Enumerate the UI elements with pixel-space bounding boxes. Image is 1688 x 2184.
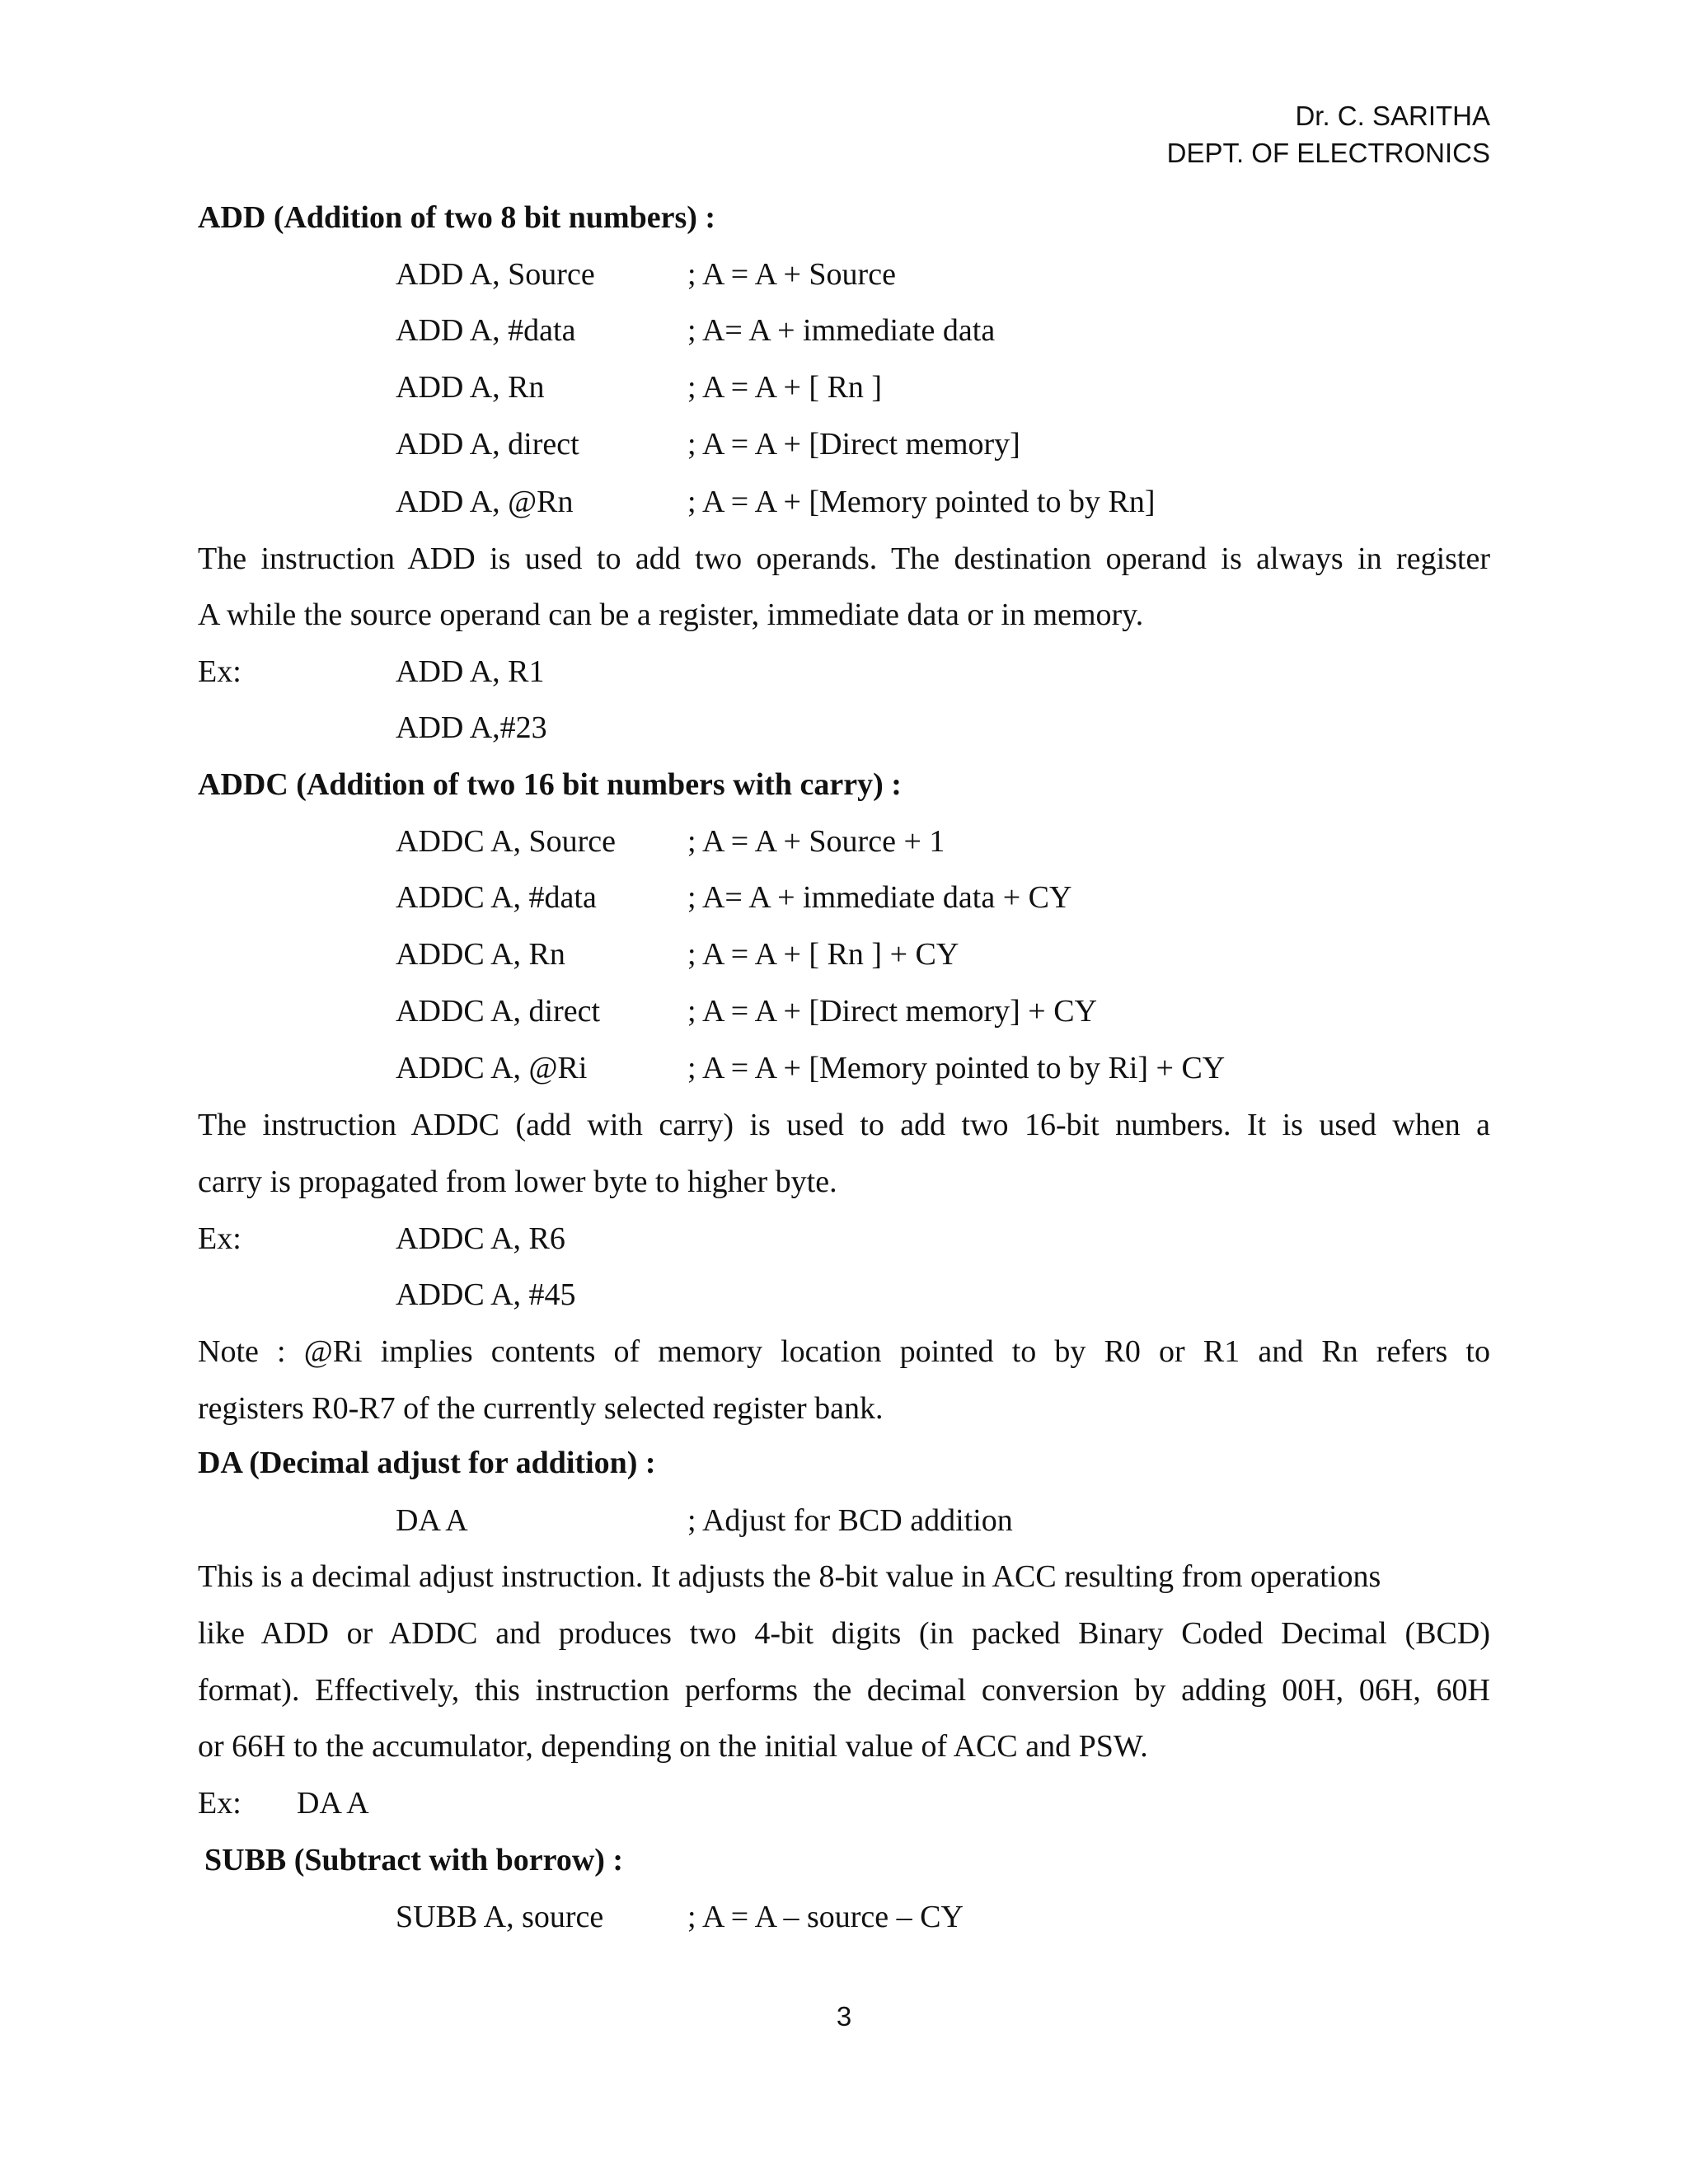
subb-desc: ; A = A – source – CY	[687, 1900, 964, 1934]
add-instr-2: ADD A, #data	[396, 313, 576, 348]
da-paragraph-line-4: or 66H to the accumulator, depending on the initial value of ACC and PSW.	[198, 1729, 1148, 1764]
addc-desc-4: ; A = A + [Direct memory] + CY	[687, 994, 1098, 1029]
da-desc: ; Adjust for BCD addition	[687, 1503, 1013, 1538]
add-instr-4: ADD A, direct	[396, 427, 579, 462]
add-heading: ADD (Addition of two 8 bit numbers) :	[198, 200, 716, 235]
add-example-2: ADD A,#23	[396, 710, 547, 745]
addc-example-2: ADDC A, #45	[396, 1277, 576, 1312]
addc-paragraph-line-1: The instruction ADDC (add with carry) is used to add two 16-bit numbers. It is used when a	[198, 1108, 1490, 1142]
addc-desc-2: ; A= A + immediate data + CY	[687, 880, 1072, 915]
da-heading: DA (Decimal adjust for addition) :	[198, 1446, 656, 1480]
add-paragraph-line-2: A while the source operand can be a register, immediate data or in memory.	[198, 598, 1144, 632]
header-department: DEPT. OF ELECTRONICS	[1166, 138, 1490, 168]
addc-desc-3: ; A = A + [ Rn ] + CY	[687, 937, 959, 972]
add-desc-2: ; A= A + immediate data	[687, 313, 996, 348]
add-instr-3: ADD A, Rn	[396, 370, 545, 405]
addc-example-1: ADDC A, R6	[396, 1221, 565, 1256]
header-author: Dr. C. SARITHA	[1295, 101, 1490, 131]
da-instr: DA A	[396, 1503, 468, 1538]
add-instr-1: ADD A, Source	[396, 257, 595, 292]
addc-instr-1: ADDC A, Source	[396, 824, 617, 859]
addc-example-label: Ex:	[198, 1221, 241, 1256]
da-example-1: DA A	[297, 1786, 369, 1821]
addc-instr-4: ADDC A, direct	[396, 994, 601, 1029]
addc-desc-1: ; A = A + Source + 1	[687, 824, 945, 859]
add-desc-1: ; A = A + Source	[687, 257, 896, 292]
page-number: 3	[836, 2001, 852, 2032]
add-desc-5: ; A = A + [Memory pointed to by Rn]	[687, 485, 1156, 519]
da-paragraph-line-2: like ADD or ADDC and produces two 4-bit digits (in packed Binary Coded Decimal (BCD)	[198, 1616, 1490, 1651]
addc-paragraph-line-2: carry is propagated from lower byte to higher byte.	[198, 1165, 837, 1199]
da-paragraph-line-1: This is a decimal adjust instruction. It adjusts the 8-bit value in ACC resulting from operations	[198, 1559, 1381, 1594]
note-line-2: registers R0-R7 of the currently selected register bank.	[198, 1391, 884, 1426]
addc-desc-5: ; A = A + [Memory pointed to by Ri] + CY	[687, 1051, 1226, 1085]
add-paragraph-line-1: The instruction ADD is used to add two operands. The destination operand is always in register	[198, 541, 1490, 576]
add-instr-5: ADD A, @Rn	[396, 485, 574, 519]
add-desc-3: ; A = A + [ Rn ]	[687, 370, 883, 405]
add-example-label: Ex:	[198, 654, 241, 689]
da-paragraph-line-3: format). Effectively, this instruction performs the decimal conversion by adding 00H, 06H, 60H	[198, 1673, 1490, 1708]
addc-instr-3: ADDC A, Rn	[396, 937, 565, 972]
subb-heading: SUBB (Subtract with borrow) :	[204, 1843, 624, 1877]
addc-instr-2: ADDC A, #data	[396, 880, 597, 915]
subb-instr: SUBB A, source	[396, 1900, 604, 1934]
add-example-1: ADD A, R1	[396, 654, 545, 689]
addc-heading: ADDC (Addition of two 16 bit numbers with carry) :	[198, 767, 902, 802]
da-example-label: Ex:	[198, 1786, 241, 1821]
note-line-1: Note : @Ri implies contents of memory location pointed to by R0 or R1 and Rn refers to	[198, 1334, 1490, 1369]
add-desc-4: ; A = A + [Direct memory]	[687, 427, 1020, 462]
addc-instr-5: ADDC A, @Ri	[396, 1051, 588, 1085]
